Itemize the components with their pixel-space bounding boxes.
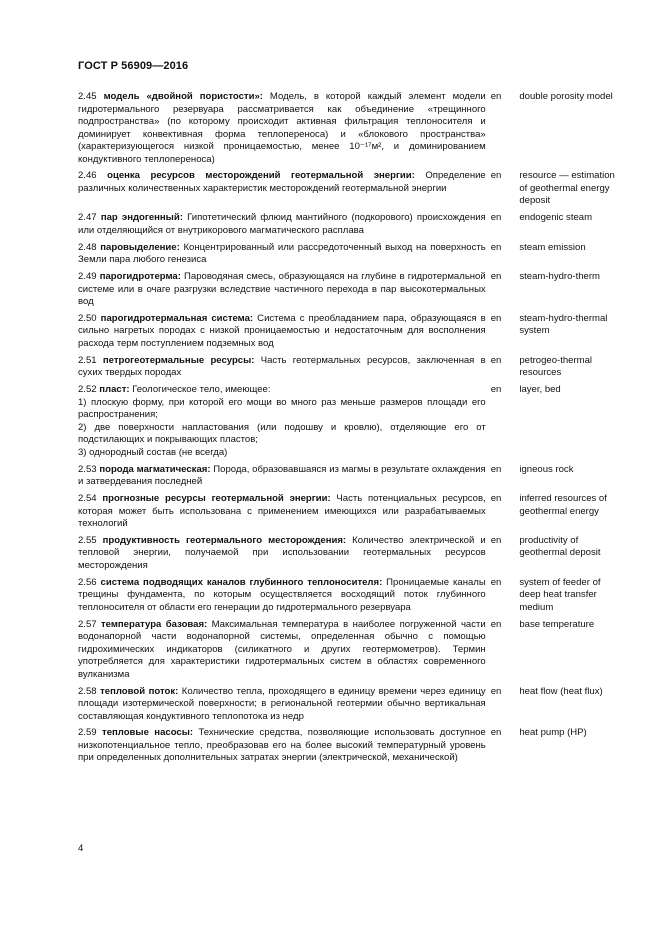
entry-number: 2.55 xyxy=(78,534,97,546)
glossary-entry xyxy=(78,464,623,489)
entry-term: модель «двойной пористости»: xyxy=(103,91,263,102)
entry-number: 2.52 xyxy=(78,384,97,396)
glossary-entry xyxy=(78,686,623,724)
entry-term: пар эндогенный: xyxy=(100,212,183,224)
entry-term: пласт: xyxy=(99,384,130,396)
entry-english-term: system of feeder of deep heat transfer medium xyxy=(519,576,601,613)
entry-english-term: endogenic steam xyxy=(519,212,593,224)
entry-english-term: steam-hydro-thermal system xyxy=(519,312,608,337)
entry-definition xyxy=(78,493,486,531)
glossary-entry xyxy=(78,493,623,531)
entry-definition xyxy=(78,619,486,682)
glossary-entry xyxy=(78,535,623,573)
glossary-entry xyxy=(78,577,623,615)
entry-language-code: en xyxy=(490,354,502,366)
glossary-entry xyxy=(78,619,623,682)
entry-number: 2.48 xyxy=(78,241,97,253)
entry-language-code: en xyxy=(490,576,502,588)
entry-number: 2.46 xyxy=(78,170,97,182)
entry-language-code: en xyxy=(490,170,502,182)
entry-list-item: 1) плоскую форму, при которой его мощи во много раз меньше размеров площади его распространения; xyxy=(78,396,486,421)
entry-english-term: heat pump (HP) xyxy=(519,727,587,739)
entry-english-term: inferred resources of geothermal energy xyxy=(519,493,607,517)
glossary-entry xyxy=(78,384,623,459)
entry-language-code: en xyxy=(490,384,502,396)
entry-term: система подводящих каналов глубинного теплоносителя: xyxy=(100,576,383,588)
entry-definition xyxy=(78,271,486,309)
entry-language-code: en xyxy=(490,618,502,630)
entry-english-term: productivity of geothermal deposit xyxy=(519,534,601,559)
entry-definition-text: Максимальная температура в наиболее погруженной части водонапорной части водонапорной системы, определенная обычно с помощью гидрохимических индикаторов (силикатного и других геотермометров). Термин употребляется для характеристики гидротермальных систем в областях современного вулканизма xyxy=(78,618,486,680)
entry-number: 2.53 xyxy=(78,463,97,475)
entry-number: 2.59 xyxy=(78,727,97,739)
entry-list-item: 3) однородный состав (не всегда) xyxy=(78,446,228,458)
entry-term: прогнозные ресурсы геотермальной энергии: xyxy=(102,493,331,505)
entry-number: 2.58 xyxy=(78,685,97,697)
entry-language-code: en xyxy=(490,685,502,697)
entry-definition xyxy=(78,535,486,573)
entry-number: 2.47 xyxy=(78,212,97,224)
entry-definition-text: Количество электрической и тепловой энергии, получаемой при использовании геотермальных ресурсов месторождения xyxy=(78,534,486,571)
entry-definition-text: Технические средства, позволяющие использовать доступное низкопотенциальное тепло, преобразовав его на более высокий температурный уровень при определенных дополнительных затратах энергии (электрической, механической) xyxy=(78,727,486,764)
entry-language-code: en xyxy=(490,534,502,546)
entry-definition xyxy=(78,727,486,765)
entry-language-code: en xyxy=(490,241,502,253)
entry-definition xyxy=(78,170,486,195)
glossary-entry xyxy=(78,313,623,351)
entry-term: парогидротерма: xyxy=(99,271,181,283)
entry-number: 2.45 xyxy=(78,91,97,102)
entry-term: порода магматическая: xyxy=(99,463,211,475)
entry-english-term: heat flow (heat flux) xyxy=(519,685,603,697)
entry-definition xyxy=(78,212,486,237)
entry-english-term: layer, bed xyxy=(519,384,561,396)
entry-definition-text: Система с преобладанием пара, образующаяся в сильно нагретых породах с низкой проницаемостью и недостаточным для восполнения расхода терм поступлением подземных вод xyxy=(78,312,486,349)
page-number: 4 xyxy=(78,843,84,854)
entry-term: продуктивность геотермального месторождения: xyxy=(102,534,347,546)
entry-english-term: resource — estimation of geothermal energy deposit xyxy=(519,170,615,207)
glossary-entries xyxy=(78,91,623,769)
entry-number: 2.54 xyxy=(78,493,97,505)
entry-language-code: en xyxy=(490,271,502,283)
glossary-entry xyxy=(78,727,623,765)
entry-definition xyxy=(78,686,486,724)
entry-term: парогидротермальная система: xyxy=(100,312,254,324)
entry-definition-text: Определение различных количественных характеристик месторождений геотермальной энергии xyxy=(78,170,486,194)
glossary-entry xyxy=(78,170,623,208)
entry-definition xyxy=(78,242,486,267)
entry-term: паровыделение: xyxy=(100,241,180,253)
entry-definition xyxy=(78,91,486,166)
entry-number: 2.50 xyxy=(78,312,97,324)
entry-definition-text: Количество тепла, проходящего в единицу времени через единицу площади изотермической поверхности; в региональной геотермии обычно вертикальная составляющая кондуктивного теплопотока из недр xyxy=(78,685,486,722)
glossary-entry xyxy=(78,91,623,166)
entry-language-code: en xyxy=(490,463,502,475)
entry-definition-text: Проницаемые каналы трещины фундамента, по которым осуществляется восходящий поток глубинного теплоносителя от области его генерации до гидротермального резервуара xyxy=(78,576,486,613)
entry-definition xyxy=(78,313,486,351)
entry-term: температура базовая: xyxy=(100,618,208,630)
entry-term: петрогеотермальные ресурсы: xyxy=(102,354,255,366)
entry-number: 2.49 xyxy=(78,271,97,283)
glossary-entry xyxy=(78,355,623,380)
entry-definition xyxy=(78,577,486,615)
entry-definition-text: Концентрированный или рассредоточенный выход на поверхность Земли пара любого генезиса xyxy=(78,241,486,266)
entry-number: 2.57 xyxy=(78,618,97,630)
entry-english-term: base temperature xyxy=(519,618,595,630)
entry-definition-text: Порода, образовавшаяся из магмы в результате охлаждения и затвердевания последней xyxy=(78,463,486,488)
entry-language-code: en xyxy=(490,493,502,505)
entry-english-term: double porosity model xyxy=(519,91,613,102)
entry-definition-text: Геологическое тело, имеющее: xyxy=(129,384,271,396)
entry-definition xyxy=(78,464,486,489)
entry-english-term: steam emission xyxy=(519,241,586,253)
entry-list-item: 2) две поверхности напластования (или подошву и кровлю), отделяющие его от подстилающих и покрывающих пластов; xyxy=(78,421,486,446)
entry-number: 2.51 xyxy=(78,354,97,366)
entry-definition xyxy=(78,355,486,380)
glossary-entry xyxy=(78,271,623,309)
entry-definition-text: Часть потенциальных ресурсов, которая может быть использована с применением имеющихся или разрабатываемых технологий xyxy=(78,493,486,530)
entry-term: тепловые насосы: xyxy=(102,727,194,739)
entry-language-code: en xyxy=(490,91,502,102)
entry-number: 2.56 xyxy=(78,576,97,588)
document-header: ГОСТ Р 56909—2016 xyxy=(78,60,189,72)
entry-english-term: petrogeo-thermal resources xyxy=(519,354,593,379)
entry-language-code: en xyxy=(490,727,502,739)
entry-term: тепловой поток: xyxy=(100,685,179,697)
entry-definition xyxy=(78,384,486,459)
entry-definition-text: Часть геотермальных ресурсов, заключенная в сухих твердых породах xyxy=(78,354,486,379)
entry-definition-text: Модель, в которой каждый элемент модели гидротермального резервуара рассматривается как объединение «трещинного подпространства» (по которому происходит активная фильтрация теплоносителя и доминирует конвективная форма теплопереноса) и «блокового пространства» (характеризующегося низкой проницаемостью, менее 10⁻¹⁷м², и доминированием кондуктивного теплопереноса) xyxy=(78,91,486,165)
entry-language-code: en xyxy=(490,212,502,224)
entry-term: оценка ресурсов месторождений геотермальной энергии: xyxy=(107,170,415,182)
glossary-entry xyxy=(78,212,623,237)
entry-language-code: en xyxy=(490,312,502,324)
entry-definition-text: Гипотетический флюид мантийного (подкорового) происхождения или отделяющийся от внутрикорового магматического расплава xyxy=(78,212,486,236)
entry-english-term: steam-hydro-therm xyxy=(519,271,600,283)
entry-english-term: igneous rock xyxy=(519,463,574,475)
glossary-entry xyxy=(78,242,623,267)
entry-definition-text: Пароводяная смесь, образующаяся на глубине в гидротермальной системе или в очаге разгрузки вследствие частичного перехода в пар высокотермальных вод xyxy=(78,271,486,308)
